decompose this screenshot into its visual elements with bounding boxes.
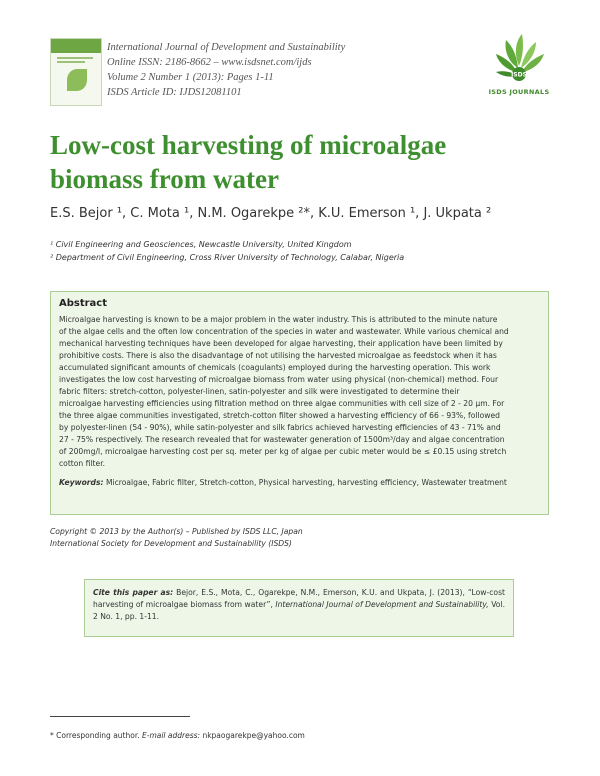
email-address: nkpaogarekpe@yahoo.com (202, 731, 305, 740)
abstract-line: mechanical harvesting techniques have been developed for algae harvesting, their application have been limited by (59, 339, 503, 348)
title-line: biomass from water (50, 164, 279, 194)
abstract-line: of 200mg/l, microalgae harvesting cost per sq. meter per kg of algae per cubic meter would be ≤ £0.15 using stretch (59, 447, 507, 456)
journal-info (107, 40, 345, 100)
online-issn: Online ISSN: 2186-8662 – www.isdsnet.com/ijds (107, 57, 312, 68)
abstract-line: 27 - 75% respectively. The research revealed that for wastewater generation of 1500m³/day and algae concentration (59, 435, 505, 444)
affiliation-1: ¹ Civil Engineering and Geosciences, Newcastle University, United Kingdom (50, 240, 352, 249)
abstract-line: fabric filters: stretch-cotton, polyester-linen, satin-polyester and silk were investigated to determine their (59, 387, 460, 396)
copyright-line: Copyright © 2013 by the Author(s) – Published by ISDS LLC, Japan (50, 527, 303, 536)
cite-details: Vol. 2 No. 1, pp. 1-11. (93, 600, 505, 621)
keywords-label: Keywords: (59, 478, 104, 487)
cite-label: Cite this paper as: (93, 588, 174, 597)
keywords (59, 478, 540, 487)
journal-cover-thumbnail (50, 38, 102, 106)
abstract-line: the three algae communities investigated, stretch-cotton filter showed a harvesting efficiency of 66 - 93%, followed (59, 411, 500, 420)
abstract-line: of the algae cells and the often low concentration of the species in water and wastewater. While various chemical and (59, 327, 509, 336)
journal-name: International Journal of Development and Sustainability (107, 42, 346, 53)
logo-badge-text: ISDS (511, 71, 527, 79)
article-id: ISDS Article ID: IJDS12081101 (107, 87, 242, 98)
citation-box (84, 579, 514, 637)
corresponding-author-footnote (50, 731, 305, 740)
paper-title (50, 128, 550, 196)
abstract-line: prohibitive costs. There is also the disadvantage of not utilising the harvested microalgae as feedstock when it has (59, 351, 497, 360)
logo-text: ISDS JOURNALS (488, 88, 550, 96)
footnote-divider (50, 716, 190, 717)
cite-authors: Bejor, E.S., Mota, C., Ogarekpe, N.M., Emerson, K.U. and Ukpata, J. (2013), “Low-cost harvesting of microalgae biomass from water”, (93, 588, 505, 609)
abstract-heading: Abstract (59, 298, 108, 309)
cite-journal: International Journal of Development and Sustainability, (275, 600, 489, 609)
title-line: Low-cost harvesting of microalgae (50, 130, 447, 160)
footnote-prefix: * Corresponding author. (50, 731, 140, 740)
abstract-line: accumulated significant amounts of chemicals (coagulants) employed during the harvesting operation. This work (59, 363, 491, 372)
abstract-line: investigates the low cost harvesting of microalgae biomass from water using physical (non-chemical) method. Four (59, 375, 499, 384)
keywords-text: Microalgae, Fabric filter, Stretch-cotton, Physical harvesting, harvesting efficiency, Wastewater treatment (105, 478, 507, 487)
abstract-box (50, 291, 549, 515)
affiliation-2: ² Department of Civil Engineering, Cross River University of Technology, Calabar, Nigeria (50, 253, 405, 262)
abstract-line: Microalgae harvesting is known to be a major problem in the water industry. This is attributed to the minute nature (59, 315, 498, 324)
abstract-line: microalgae harvesting efficiencies using filtration method on three algae communities with cell size of 2 - 20 µm. For (59, 399, 505, 408)
abstract-line: by polyester-linen (54 - 90%), while satin-polyester and silk fabrics achieved harvesting efficiencies of 43 - 71% and (59, 423, 501, 432)
volume-info: Volume 2 Number 1 (2013): Pages 1-11 (107, 72, 274, 83)
copyright-notice (50, 526, 303, 550)
abstract-line: cotton filter. (59, 459, 106, 468)
author-list: E.S. Bejor ¹, C. Mota ¹, N.M. Ogarekpe ²*, K.U. Emerson ¹, J. Ukpata ² (50, 206, 492, 221)
abstract-body (59, 314, 540, 470)
email-label: E-mail address: (142, 731, 201, 740)
copyright-line: International Society for Development and Sustainability (ISDS) (50, 539, 292, 548)
